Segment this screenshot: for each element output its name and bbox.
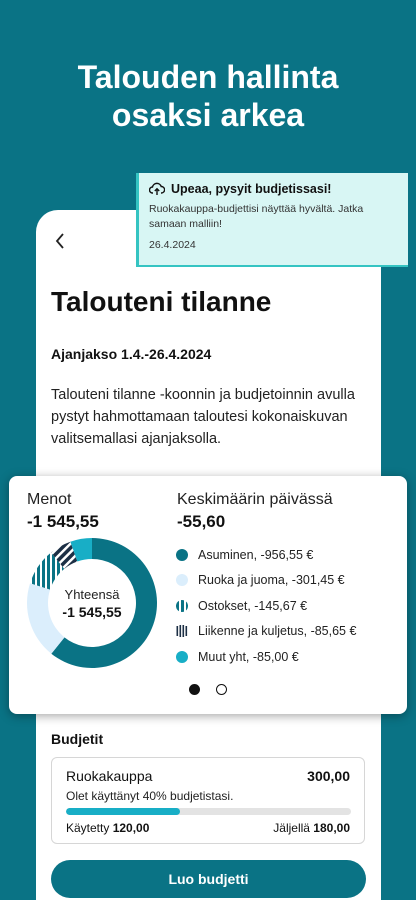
legend-swatch-ostokset — [176, 600, 188, 612]
legend-item-ruoka — [176, 568, 356, 594]
used-value: 120,00 — [112, 821, 150, 835]
budget-remaining — [273, 821, 350, 835]
daily-average-label: Keskimäärin päivässä — [177, 491, 333, 508]
total-value: -1 545,55 — [62, 603, 122, 620]
legend-swatch-liikenne — [176, 625, 188, 637]
hero-title — [0, 58, 416, 134]
period-label: Ajanjakso 1.4.-26.4.2024 — [51, 346, 212, 362]
budget-used — [66, 821, 149, 835]
remaining-label: Jäljellä — [273, 821, 310, 835]
donut-center-total — [27, 538, 157, 668]
daily-average-value: -55,60 — [177, 512, 226, 531]
legend-item-muut — [176, 644, 356, 670]
legend-swatch-asuminen — [176, 549, 188, 561]
cloud-upload-icon — [149, 182, 165, 196]
legend-item-asuminen — [176, 542, 356, 568]
notification-message: Ruokakauppa-budjettisi näyttää hyvältä. Jatka samaan malliin! — [149, 203, 364, 230]
expenses-label: Menot — [27, 491, 72, 508]
used-label: Käytetty — [66, 821, 110, 835]
legend-label: Liikenne ja kuljetus, -85,65 € — [198, 624, 357, 639]
total-label: Yhteensä — [64, 586, 120, 602]
page-description: Talouteni tilanne -koonnin ja budjetoinnin avulla pystyt hahmottamaan taloutesi kokonaiskuvan valitsemallasi ajanjaksolla. — [51, 387, 355, 447]
page-dot-1[interactable] — [189, 684, 200, 695]
page-title: Talouteni tilanne — [51, 286, 272, 317]
budget-card-ruokakauppa[interactable] — [51, 757, 365, 844]
budget-name: Ruokakauppa — [66, 768, 153, 784]
remaining-value: 180,00 — [313, 821, 350, 835]
legend-swatch-ruoka — [176, 574, 188, 586]
budget-usage-message: Olet käyttänyt 40% budjetistasi. — [66, 789, 234, 803]
hero-line-2: osaksi arkea — [111, 97, 305, 133]
legend-item-ostokset — [176, 593, 356, 619]
success-notification[interactable] — [136, 173, 408, 267]
create-budget-button[interactable]: Luo budjetti — [51, 860, 366, 898]
carousel-pagination — [189, 684, 227, 695]
budget-progress-bar — [66, 808, 351, 815]
expenses-value: -1 545,55 — [27, 512, 99, 531]
legend-swatch-muut — [176, 651, 188, 663]
legend-label: Ruoka ja juoma, -301,45 € — [198, 573, 345, 588]
notification-date: 26.4.2024 — [149, 239, 196, 251]
chart-legend — [176, 542, 356, 670]
chevron-left-icon — [54, 232, 66, 250]
back-button[interactable] — [54, 232, 66, 256]
budget-amount: 300,00 — [307, 768, 350, 784]
legend-label: Ostokset, -145,67 € — [198, 598, 308, 613]
page-dot-2[interactable] — [216, 684, 227, 695]
legend-label: Asuminen, -956,55 € — [198, 547, 314, 562]
notification-title: Upeaa, pysyit budjetissasi! — [171, 182, 332, 196]
legend-label: Muut yht, -85,00 € — [198, 649, 299, 664]
budget-progress-fill — [66, 808, 180, 815]
budgets-heading: Budjetit — [51, 731, 104, 747]
hero-line-1: Talouden hallinta — [77, 59, 339, 95]
legend-item-liikenne — [176, 619, 356, 645]
expense-summary-card[interactable] — [9, 476, 407, 714]
